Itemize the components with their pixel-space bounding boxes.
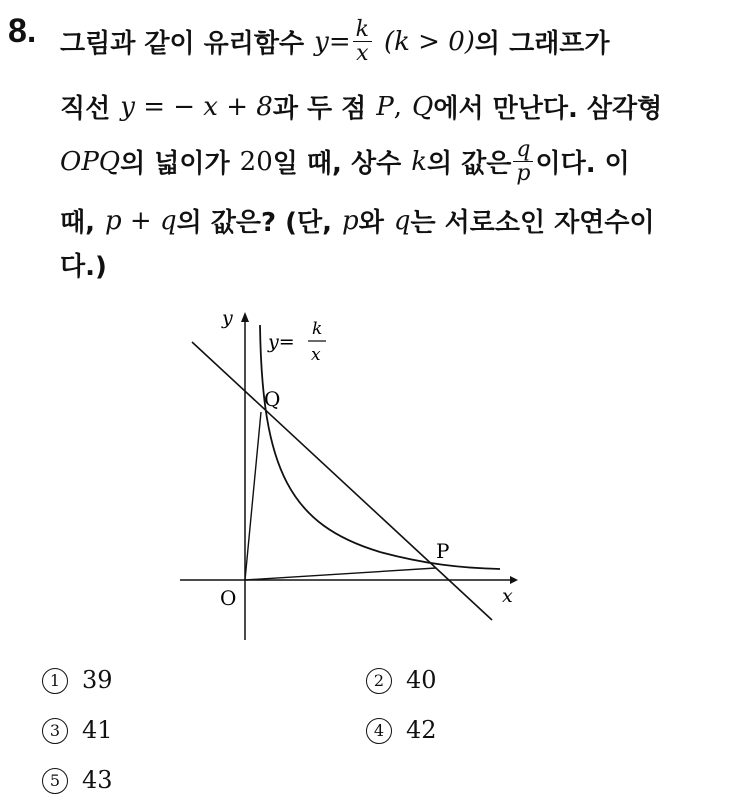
choice-value: 40 bbox=[406, 666, 437, 694]
denominator: x bbox=[356, 41, 369, 67]
text: 그림과 같이 유리함수 bbox=[60, 29, 305, 60]
choice-2[interactable] bbox=[366, 666, 437, 694]
question-line-4 bbox=[60, 202, 655, 239]
function-graph bbox=[180, 300, 530, 645]
text: 의 값은? (단, bbox=[176, 208, 333, 238]
triangle-opq: OPQ bbox=[60, 146, 121, 177]
x-axis-label: x bbox=[502, 585, 513, 607]
line-y-eq-neg-x-plus-8 bbox=[192, 342, 492, 620]
curve-label-x: x bbox=[311, 345, 321, 365]
text: 다.) bbox=[60, 252, 107, 282]
curve-label-y: y= bbox=[268, 331, 295, 353]
equals: = bbox=[328, 26, 351, 57]
question-line-2 bbox=[60, 88, 662, 125]
question-line-1 bbox=[60, 18, 610, 65]
text: 와 bbox=[358, 208, 384, 238]
fraction-q-over-p bbox=[513, 138, 533, 185]
var-k: k bbox=[411, 146, 427, 177]
text: 의 그래프가 bbox=[474, 29, 610, 60]
text: 의 값은 bbox=[426, 149, 512, 180]
question-number: 8. bbox=[8, 12, 37, 50]
var-q: q bbox=[393, 205, 411, 236]
text: 에서 만난다. 삼각형 bbox=[433, 94, 663, 124]
y-axis-arrow bbox=[241, 312, 249, 322]
text: 일 때, 상수 bbox=[272, 149, 402, 180]
choice-4[interactable] bbox=[366, 716, 437, 744]
text: 때, bbox=[60, 208, 95, 238]
choice-mark: 1 bbox=[42, 668, 68, 694]
question-line-5 bbox=[60, 246, 107, 283]
text: 이다. 이 bbox=[535, 149, 630, 180]
fraction-k-over-x bbox=[353, 18, 372, 65]
var-y: y bbox=[314, 26, 329, 57]
text: 과 두 점 bbox=[272, 94, 367, 124]
point-p: P bbox=[376, 91, 394, 122]
p-plus-q: p + q bbox=[105, 205, 177, 236]
condition: (k > 0) bbox=[384, 26, 475, 57]
choice-mark: 2 bbox=[366, 668, 392, 694]
question-line-3 bbox=[60, 138, 630, 185]
choice-5[interactable] bbox=[42, 766, 113, 794]
area-value: 20 bbox=[239, 146, 273, 177]
choice-mark: 5 bbox=[42, 768, 68, 794]
text: 의 넓이가 bbox=[120, 149, 230, 180]
choice-value: 42 bbox=[406, 716, 437, 744]
choice-mark: 3 bbox=[42, 718, 68, 744]
numerator: k bbox=[353, 18, 372, 42]
text: 는 서로소인 자연수이 bbox=[410, 208, 655, 238]
numerator: q bbox=[513, 138, 533, 162]
point-q: Q bbox=[412, 91, 434, 122]
segment-op bbox=[245, 568, 436, 580]
y-axis-label: y bbox=[222, 307, 233, 329]
segment-oq bbox=[245, 412, 261, 580]
choice-value: 43 bbox=[82, 766, 113, 794]
choice-3[interactable] bbox=[42, 716, 113, 744]
curve-label-k: k bbox=[312, 319, 323, 339]
denominator: p bbox=[516, 161, 531, 187]
choice-mark: 4 bbox=[366, 718, 392, 744]
line-equation: y = − x + 8 bbox=[120, 91, 273, 122]
point-q-label: Q bbox=[264, 387, 281, 411]
comma: , bbox=[393, 91, 403, 122]
x-axis-arrow bbox=[510, 576, 518, 584]
var-p: p bbox=[342, 205, 359, 236]
hyperbola-curve bbox=[260, 325, 500, 569]
choice-value: 39 bbox=[82, 666, 113, 694]
origin-label: O bbox=[220, 586, 237, 610]
choice-1[interactable] bbox=[42, 666, 113, 694]
text: 직선 bbox=[60, 94, 111, 124]
point-p-label: P bbox=[436, 539, 450, 563]
choice-value: 41 bbox=[82, 716, 113, 744]
